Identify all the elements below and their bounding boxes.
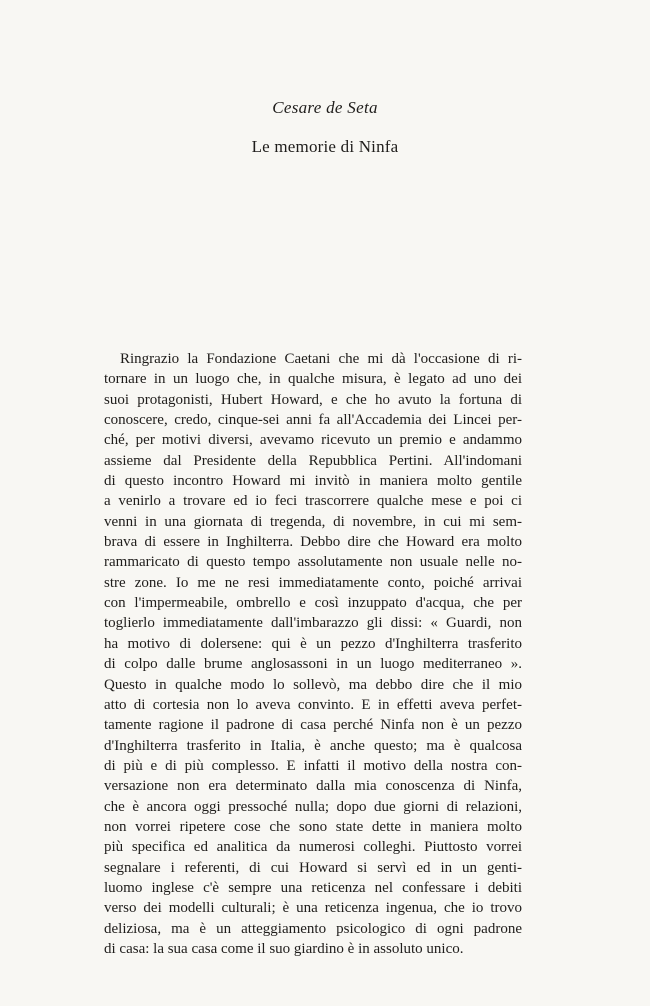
text-line: toglierlo immediatamente dall'imbarazzo gli dissi: « Guardi, non (104, 615, 522, 632)
text-line: stre zone. Io me ne resi immediatamente conto, poiché arrivai (104, 574, 522, 591)
text-line: tornare in un luogo che, in qualche misura, è legato ad uno dei (104, 371, 522, 388)
text-line: verso dei modelli culturali; è una reticenza ingenua, che io trovo (104, 900, 522, 917)
text-line: Questo in qualche modo lo sollevò, ma debbo dire che il mio (104, 676, 522, 693)
text-line: d'Inghilterra trasferito in Italia, è anche questo; ma è qualcosa (104, 737, 522, 754)
text-line: di questo incontro Howard mi invitò in maniera molto gentile (104, 473, 522, 490)
text-line: con l'impermeabile, ombrello e così inzuppato d'acqua, che per (104, 595, 522, 612)
text-line: a venirlo a trovare ed io feci trascorrere qualche mese e poi ci (104, 493, 522, 510)
text-line: atto di cortesia non lo aveva convinto. E in effetti aveva perfet- (104, 696, 522, 713)
text-line: conoscere, credo, cinque-sei anni fa all'Accademia dei Lincei per- (104, 412, 522, 429)
text-line: non vorrei ripetere cose che sono state dette in maniera molto (104, 818, 522, 835)
text-line: di più e di più complesso. E infatti il motivo della nostra con- (104, 757, 522, 774)
text-line: deliziosa, ma è un atteggiamento psicologico di ogni padrone (104, 920, 522, 937)
text-line: rammaricato di questo tempo assolutamente non usuale nelle no- (104, 554, 522, 571)
text-line: luomo inglese c'è sempre una reticenza nel confessare i debiti (104, 879, 522, 896)
text-line: più specifica ed analitica da numerosi colleghi. Piuttosto vorrei (104, 839, 522, 856)
text-line: segnalare i referenti, di cui Howard si servì ed in un genti- (104, 859, 522, 876)
text-line: ché, per motivi diversi, avevamo ricevuto un premio e andammo (104, 432, 522, 449)
text-line: brava di essere in Inghilterra. Debbo dire che Howard era molto (104, 534, 522, 551)
author-name: Cesare de Seta (272, 98, 378, 117)
body-paragraph (104, 349, 522, 959)
text-line: ha motivo di dolersene: qui è un pezzo d'Inghilterra trasferito (104, 635, 522, 652)
text-line: tamente ragione il padrone di casa perché Ninfa non è un pezzo (104, 717, 522, 734)
text-line: versazione non era determinato dalla mia conoscenza di Ninfa, (104, 778, 522, 795)
text-line: suoi protagonisti, Hubert Howard, e che ho avuto la fortuna di (104, 391, 522, 408)
text-line: di colpo dalle brume anglosassoni in un luogo mediterraneo ». (104, 656, 522, 673)
text-line: Ringrazio la Fondazione Caetani che mi dà l'occasione di ri- (120, 351, 522, 367)
text-line: venni in una giornata di tregenda, di novembre, in cui mi sem- (104, 513, 522, 530)
text-line: di casa: la sua casa come il suo giardino è in assoluto unico. (104, 940, 464, 957)
text-line: che è ancora oggi pressoché nulla; dopo due giorni di relazioni, (104, 798, 522, 815)
chapter-title: Le memorie di Ninfa (251, 137, 399, 156)
text-line: assieme dal Presidente della Repubblica Pertini. All'indomani (104, 452, 522, 469)
